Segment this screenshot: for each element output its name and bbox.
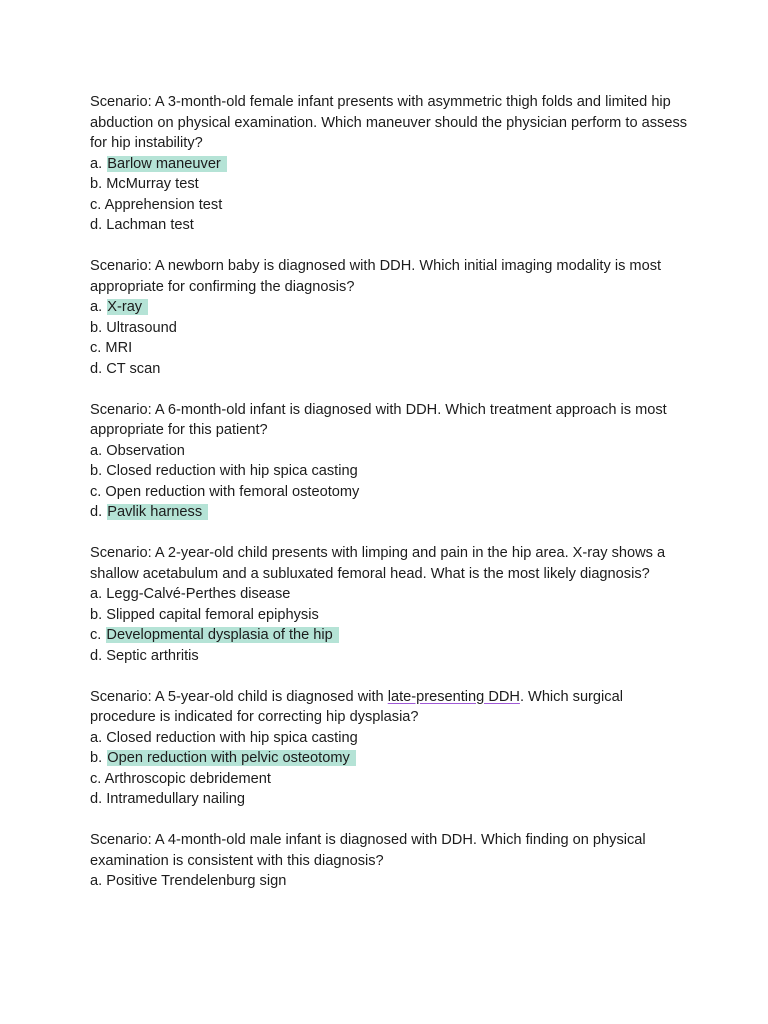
option-text: Observation	[106, 442, 185, 459]
highlighted-answer: X-ray	[107, 299, 148, 315]
option-text: Closed reduction with hip spica casting	[106, 729, 358, 746]
option-c	[90, 482, 690, 503]
option-letter: b.	[90, 606, 103, 623]
option-text: Lachman test	[106, 217, 194, 233]
highlighted-answer: Barlow maneuver	[107, 156, 227, 172]
spellcheck-flagged-text[interactable]: late-presenting DDH	[387, 688, 520, 705]
option-b	[90, 748, 690, 769]
question-stem: Scenario: A newborn baby is diagnosed with DDH. Which initial imaging modality is most appropriate for confirming the diagnosis?	[90, 258, 662, 295]
highlighted-answer: Developmental dysplasia of the hip	[106, 627, 338, 643]
option-b	[90, 174, 690, 195]
option-c	[90, 769, 690, 790]
highlighted-answer: Pavlik harness	[107, 504, 208, 520]
question-stem: Scenario: A 3-month-old female infant presents with asymmetric thigh folds and limited hip abduction on physical examination. Which maneuver should the physician perform to assess for hip instability?	[90, 94, 688, 151]
stem-text: Scenario: A 5-year-old child is diagnosed with	[90, 688, 388, 705]
question-4	[90, 543, 690, 666]
option-a	[90, 154, 690, 175]
option-letter: d.	[90, 504, 103, 520]
option-letter: c.	[90, 340, 102, 356]
option-text: Septic arthritis	[106, 647, 199, 664]
option-letter: a.	[90, 586, 103, 602]
option-text: Open reduction with femoral osteotomy	[105, 483, 360, 500]
option-text: Positive Trendelenburg sign	[106, 873, 287, 889]
option-letter: d.	[90, 360, 103, 377]
question-stem: Scenario: A 6-month-old infant is diagnosed with DDH. Which treatment approach is most appropriate for this patient?	[90, 401, 667, 438]
question-5	[90, 687, 690, 810]
option-c	[90, 195, 690, 216]
option-letter: d.	[90, 217, 103, 233]
option-a	[90, 728, 690, 749]
option-letter: d.	[90, 647, 103, 664]
question-6	[90, 830, 690, 892]
option-letter: b.	[90, 176, 103, 192]
option-d	[90, 359, 690, 380]
option-a	[90, 297, 690, 318]
option-text: Apprehension test	[104, 196, 223, 213]
option-d	[90, 646, 690, 667]
option-a	[90, 584, 690, 605]
option-c	[90, 338, 690, 359]
option-letter: a.	[90, 155, 103, 172]
document-page	[90, 92, 690, 912]
option-letter: a.	[90, 729, 103, 746]
option-text: Arthroscopic debridement	[104, 770, 271, 787]
option-text: McMurray test	[106, 176, 199, 192]
option-text: Closed reduction with hip spica casting	[106, 463, 358, 479]
option-c	[90, 625, 690, 646]
option-letter: c.	[90, 627, 102, 643]
option-letter: b.	[90, 463, 103, 479]
option-letter: c.	[90, 483, 102, 500]
question-2	[90, 256, 690, 379]
option-a	[90, 871, 690, 892]
question-stem: Scenario: A 2-year-old child presents with limping and pain in the hip area. X-ray shows a shallow acetabulum and a subluxated femoral head. What is the most likely diagnosis?	[90, 545, 666, 582]
option-letter: c.	[90, 196, 102, 213]
option-d	[90, 215, 690, 236]
option-b	[90, 318, 690, 339]
option-b	[90, 461, 690, 482]
option-letter: c.	[90, 770, 102, 787]
option-letter: b.	[90, 750, 103, 766]
option-text: CT scan	[106, 360, 161, 377]
option-letter: b.	[90, 319, 103, 336]
option-letter: a.	[90, 442, 103, 459]
stem-text: . Which surgical procedure is indicated for correcting hip dysplasia?	[90, 688, 623, 725]
question-stem: Scenario: A 4-month-old male infant is diagnosed with DDH. Which finding on physical examination is consistent with this diagnosis?	[90, 832, 646, 869]
option-letter: a.	[90, 299, 103, 315]
question-stem	[90, 687, 690, 728]
question-1	[90, 92, 690, 236]
option-text: Intramedullary nailing	[106, 791, 245, 807]
option-text: MRI	[105, 340, 133, 356]
option-text: Slipped capital femoral epiphysis	[106, 606, 319, 623]
option-a	[90, 441, 690, 462]
option-letter: a.	[90, 873, 103, 889]
option-letter: d.	[90, 791, 103, 807]
question-3	[90, 400, 690, 523]
option-text: Ultrasound	[106, 319, 177, 336]
option-text: Legg-Calvé-Perthes disease	[106, 586, 291, 602]
option-b	[90, 605, 690, 626]
option-d	[90, 789, 690, 810]
option-d	[90, 502, 690, 523]
highlighted-answer: Open reduction with pelvic osteotomy	[107, 750, 356, 766]
